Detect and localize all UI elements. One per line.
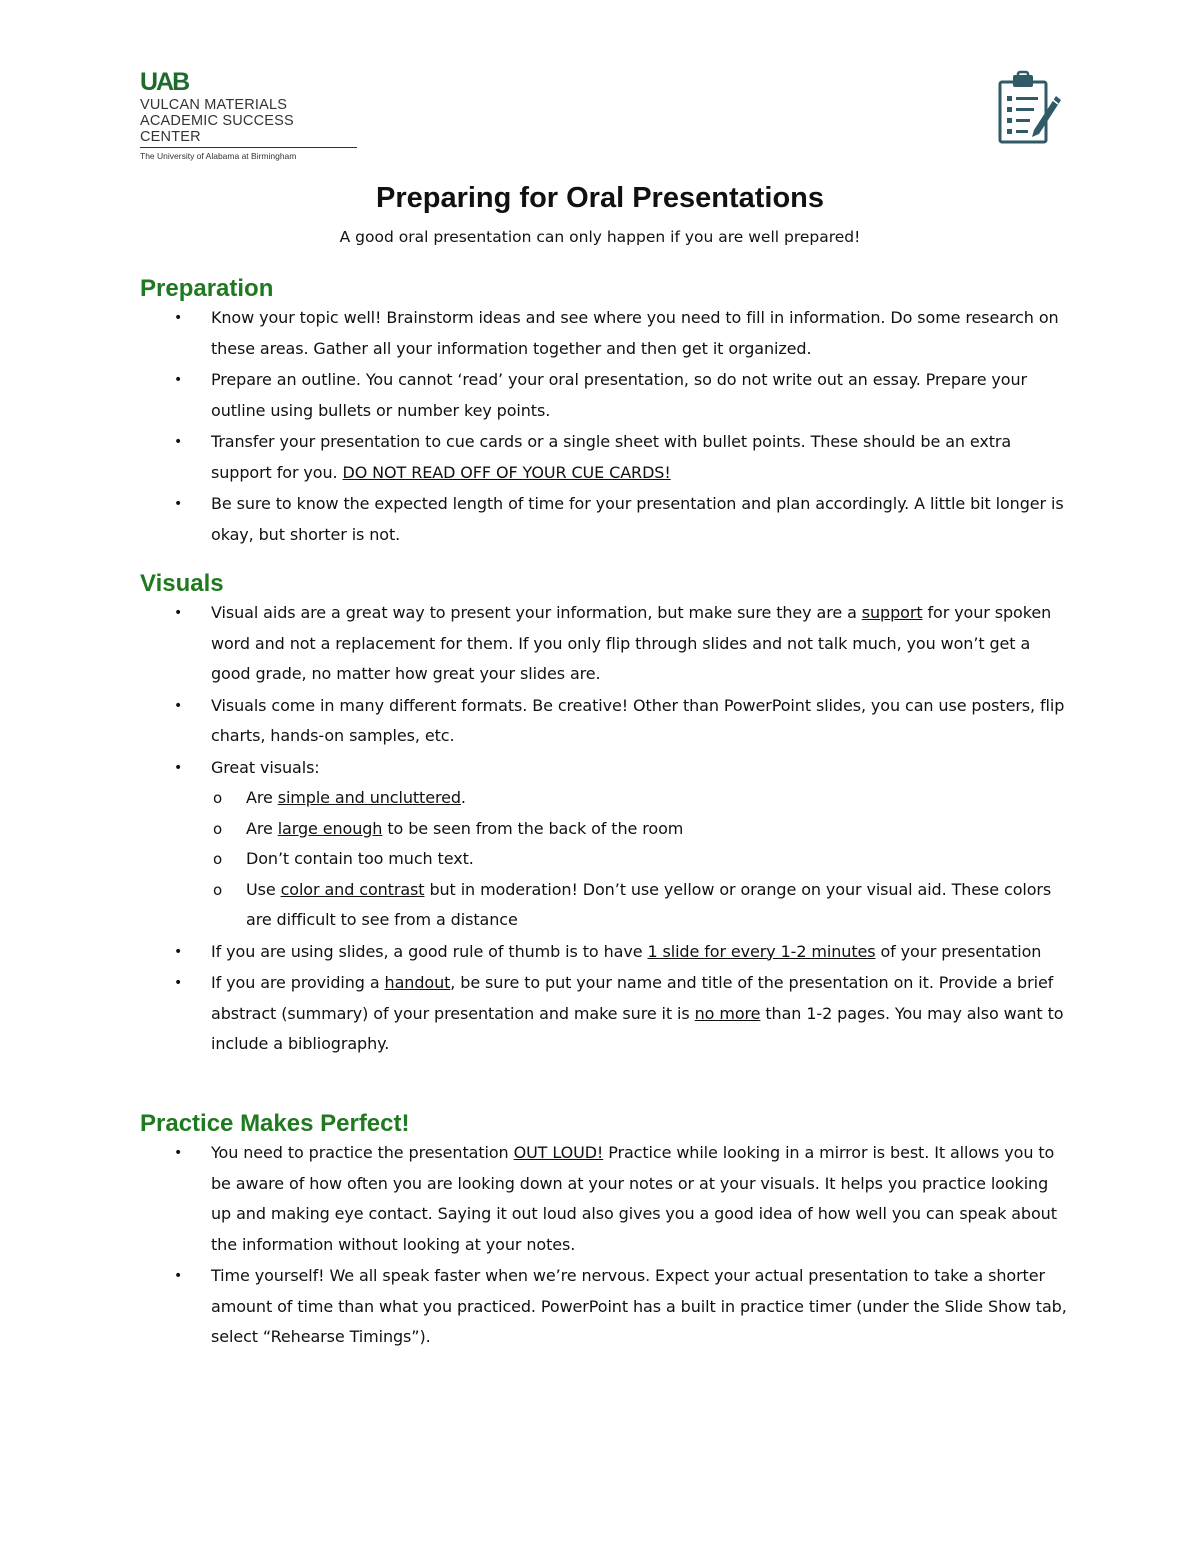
- sub-bullet-icon: o: [213, 880, 223, 899]
- emphasis-text: 1 slide for every 1-2 minutes: [647, 941, 876, 961]
- list-item: • If you are providing a handout, be sure to put your name and title of the presentation on it. Provide a brief abstract (summary) of your presentation and make sure it is no more than 1-2 pages. You may also want to include a bibliography.: [140, 968, 1070, 1060]
- sub-bullet-icon: o: [213, 819, 223, 838]
- heading-visuals: Visuals: [140, 570, 224, 597]
- preparation-list: [140, 303, 1070, 550]
- list-item: • If you are using slides, a good rule of thumb is to have 1 slide for every 1-2 minutes of your presentation: [140, 937, 1070, 968]
- emphasis-text: simple and uncluttered: [277, 788, 461, 807]
- sub-bullet-icon: o: [213, 789, 223, 807]
- sub-list-item: o Don’t contain too much text.: [211, 844, 1070, 875]
- page-title: Preparing for Oral Presentations: [375, 182, 824, 214]
- emphasis-text: support: [861, 603, 923, 622]
- visuals-list: [140, 598, 1070, 1060]
- emphasis-text: OUT LOUD!: [513, 1143, 604, 1162]
- bullet-icon: •: [174, 605, 183, 621]
- bullet-icon: •: [174, 697, 183, 714]
- sub-bullet-icon: o: [213, 850, 223, 868]
- heading-practice: Practice Makes Perfect!: [140, 1110, 410, 1137]
- logo-line-center: ACADEMIC SUCCESS CENTER: [140, 113, 357, 148]
- list-item: • Visual aids are a great way to present your information, but make sure they are a support for your spoken word and not a replacement for them. If you only flip through slides and not talk much, you won’t get a good grade, no matter how great your slides are.: [140, 598, 1070, 690]
- practice-list: [140, 1138, 1070, 1353]
- bullet-icon: •: [174, 310, 183, 326]
- clipboard-checklist-icon: [996, 70, 1062, 146]
- emphasis-text: large enough: [277, 818, 383, 838]
- bullet-icon: •: [174, 759, 183, 776]
- bullet-icon: •: [174, 372, 183, 388]
- emphasis-text: DO NOT READ OFF OF YOUR CUE CARDS!: [342, 462, 671, 482]
- list-item: • Prepare an outline. You cannot ‘read’ your oral presentation, so do not write out an essay. Prepare your outline using bullets or number key points.: [140, 365, 1070, 426]
- bullet-icon: •: [174, 496, 183, 512]
- uab-logo: [140, 68, 370, 161]
- emphasis-text: color and contrast: [280, 879, 425, 899]
- bullet-icon: •: [174, 1268, 183, 1284]
- heading-preparation: Preparation: [140, 275, 274, 302]
- list-item: • Know your topic well! Brainstorm ideas and see where you need to fill in information. Do some research on these areas. Gather all your information together and then get it organized.: [140, 303, 1070, 364]
- list-item: • Time yourself! We all speak faster when we’re nervous. Expect your actual presentation to take a shorter amount of time than what you practiced. PowerPoint has a built in practice timer (under the Slide Show tab, select “Rehearse Timings”).: [140, 1261, 1070, 1353]
- great-visuals-sublist: [211, 783, 1070, 936]
- emphasis-text: handout: [384, 973, 451, 992]
- list-item: • Great visuals: o Are simple and uncluttered. o Are large enough to be seen from the back of the room o Don’t contain too much text. o Use color and contrast but in moderation! Don’t use yellow or orange on your visual aid. These colors are difficult to see from a distance: [140, 753, 1070, 936]
- sub-list-item: o Use color and contrast but in moderation! Don’t use yellow or orange on your visual aid. These colors are difficult to see from a distance: [211, 875, 1070, 936]
- page-subtitle: A good oral presentation can only happen if you are well prepared!: [339, 228, 861, 246]
- section-visuals: [140, 570, 1070, 1061]
- uab-logo-mark: UAB: [140, 68, 189, 96]
- bullet-icon: •: [174, 1145, 183, 1161]
- bullet-icon: •: [174, 943, 183, 960]
- bullet-icon: •: [174, 434, 183, 450]
- bullet-icon: •: [174, 975, 183, 991]
- list-item: • You need to practice the presentation OUT LOUD! Practice while looking in a mirror is best. It allows you to be aware of how often you are looking down at your notes or at your visuals. It helps you practice looking up and making eye contact. Saying it out loud also gives you a good idea of how well you can speak about the information without looking at your notes.: [140, 1138, 1070, 1260]
- section-practice: [140, 1110, 1070, 1354]
- list-item: • Transfer your presentation to cue cards or a single sheet with bullet points. These should be an extra support for you. DO NOT READ OFF OF YOUR CUE CARDS!: [140, 427, 1070, 488]
- logo-line-university: The University of Alabama at Birmingham: [140, 151, 297, 161]
- section-preparation: [140, 275, 1070, 551]
- sub-list-item: o Are large enough to be seen from the back of the room: [211, 814, 1070, 845]
- list-item: • Be sure to know the expected length of time for your presentation and plan accordingly. A little bit longer is okay, but shorter is not.: [140, 489, 1070, 550]
- list-item: • Visuals come in many different formats. Be creative! Other than PowerPoint slides, you can use posters, flip charts, hands-on samples, etc.: [140, 691, 1070, 752]
- logo-line-vulcan: VULCAN MATERIALS: [140, 97, 288, 113]
- sub-list-item: o Are simple and uncluttered.: [211, 783, 1070, 814]
- emphasis-text: no more: [694, 1003, 761, 1023]
